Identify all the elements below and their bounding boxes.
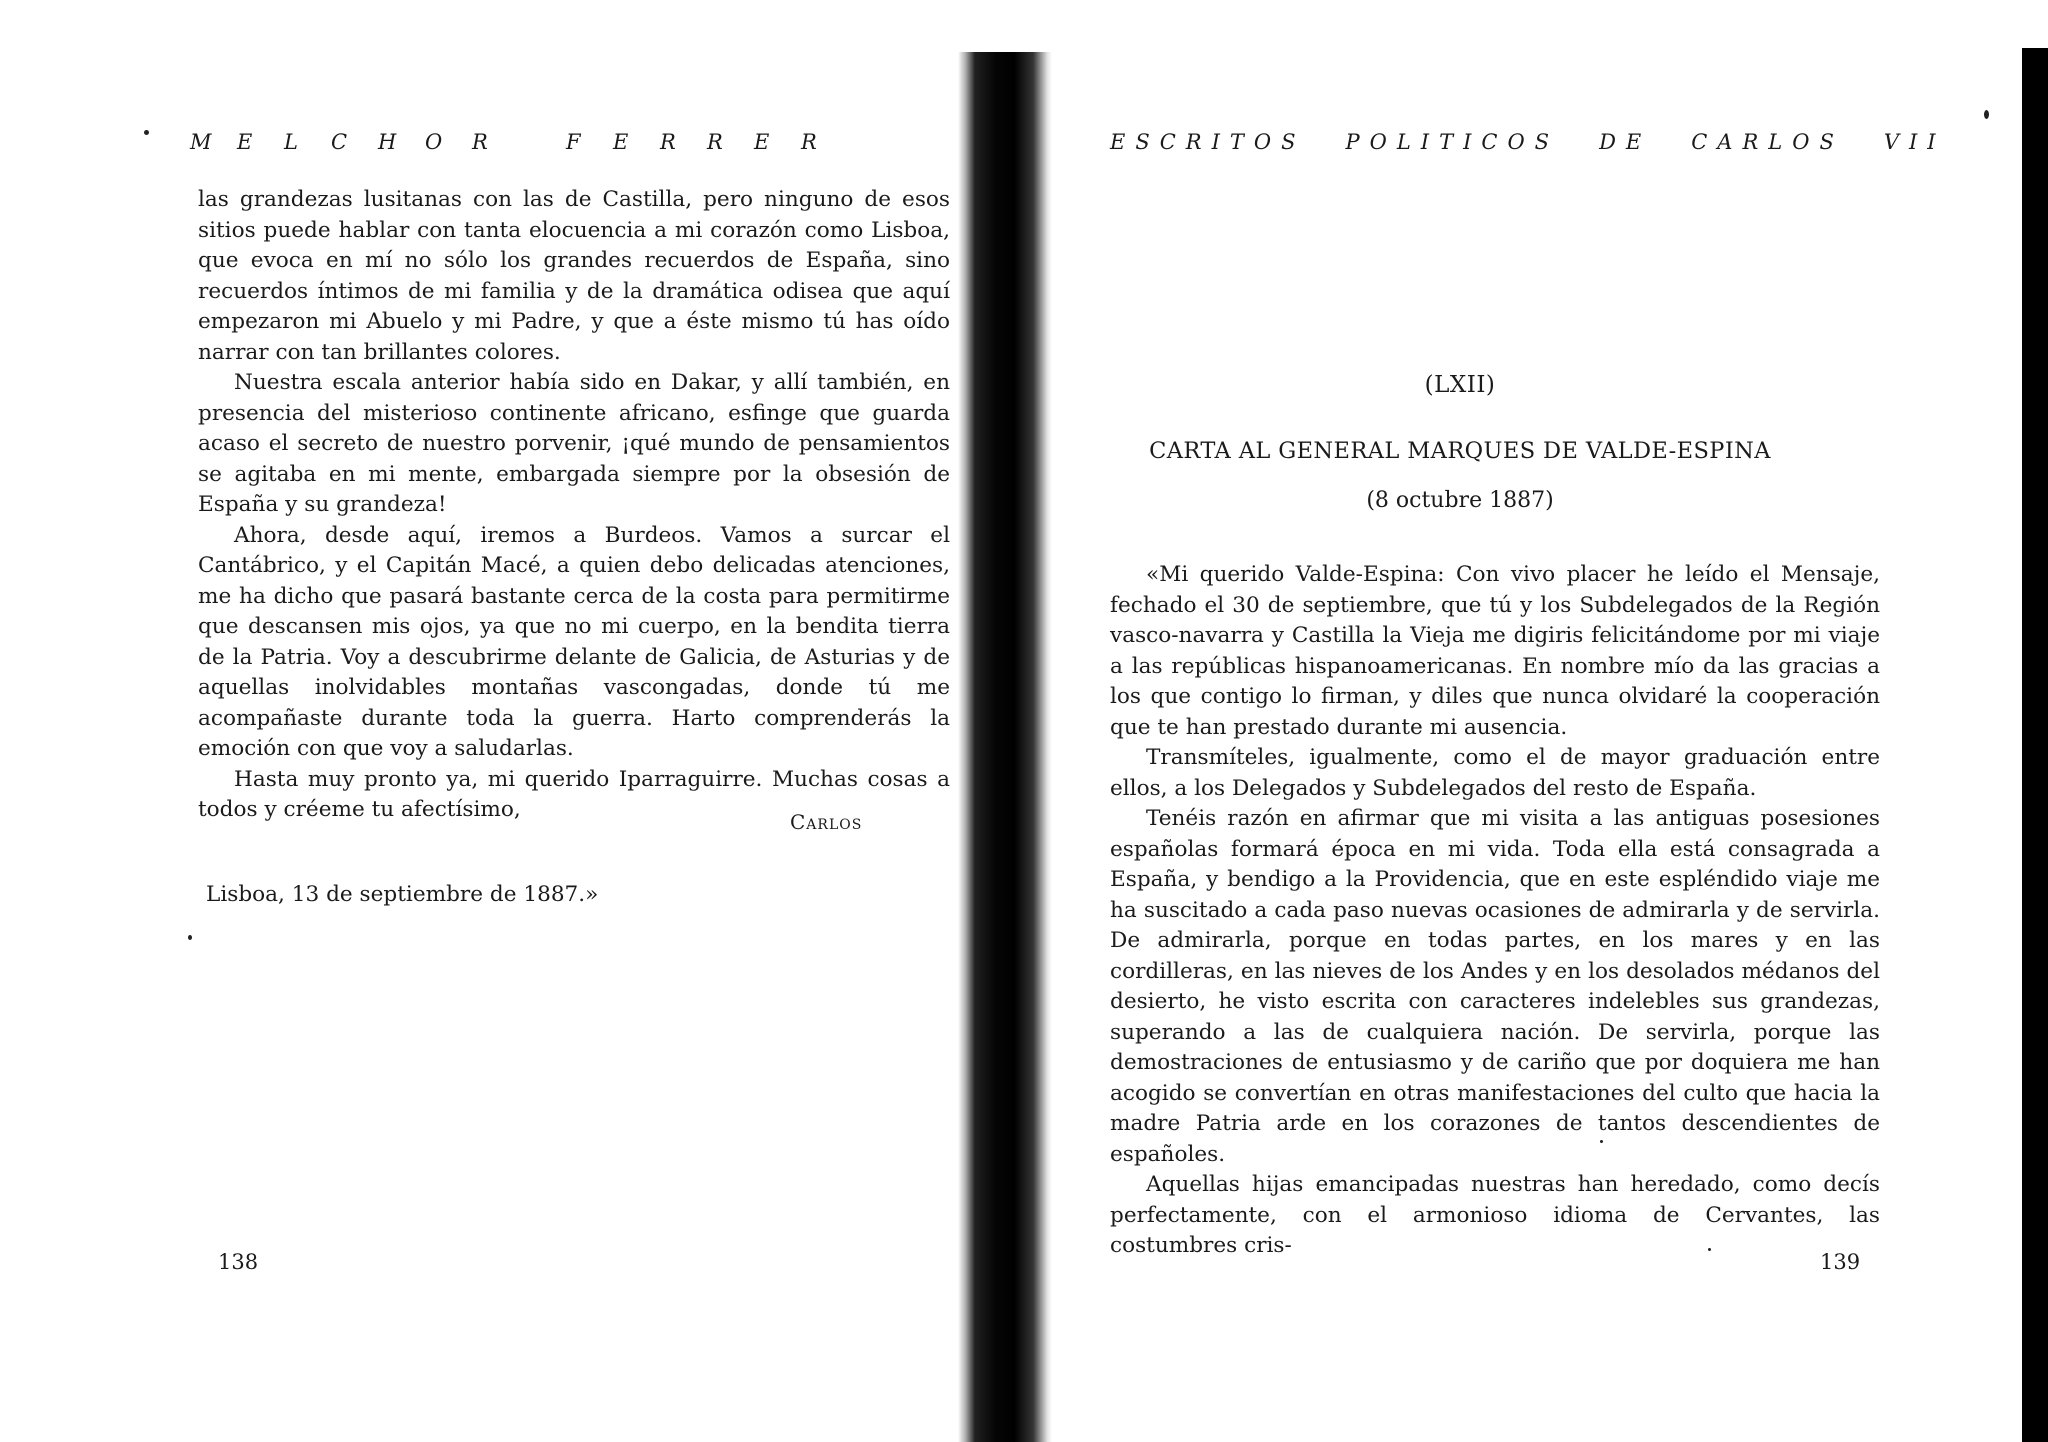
page-edge-shadow bbox=[2022, 48, 2048, 1442]
scan-speck bbox=[144, 130, 149, 135]
paragraph: «Mi querido Valde-Espina: Con vivo placer he leído el Mensaje, fechado el 30 de septiembre, que tú y los Subdelegados de la Región vasco-navarra y Castilla la Vieja me digiris felicitándome por mi viaje a las repúblicas hispanoamericanas. En nombre mío da las gracias a los que contigo lo firman, y diles que nunca olvidaré la cooperación que te han prestado durante mi ausencia. bbox=[1110, 562, 1880, 740]
running-head-word: DE bbox=[1599, 130, 1652, 154]
scan-speck bbox=[1600, 1140, 1603, 1143]
paragraph: las grandezas lusitanas con las de Castilla, pero ninguno de esos sitios puede hablar con tanta elocuencia a mi corazón como Lisboa, que evoca en mí no sólo los grandes recuerdos de España, sino recuerdos íntimos de mi familia y de la dramática odisea que aquí empezaron mi Abuelo y mi Padre, y que a éste mismo tú has oído narrar con tan brillantes colores. bbox=[198, 187, 950, 365]
running-head-letter: R bbox=[801, 130, 818, 154]
running-head-letter: F bbox=[566, 130, 581, 154]
running-head-letter: L bbox=[284, 130, 299, 154]
scan-speck bbox=[188, 935, 192, 940]
right-running-head bbox=[1110, 130, 1946, 154]
page-number: 139 bbox=[1820, 1250, 1861, 1274]
place-date: Lisboa, 13 de septiembre de 1887.» bbox=[206, 882, 599, 907]
running-head-letter: H bbox=[378, 130, 397, 154]
running-head-letter: C bbox=[331, 130, 348, 154]
paragraph: Tenéis razón en afirmar que mi visita a las antiguas posesiones españolas formará época en mi vida. Toda ella está consagrada a España, y bendigo a la Providencia, que en este espléndido viaje me ha suscitado a cada paso nuevas ocasiones de admirarla y de servirla. De admirarla, porque en todas partes, en los mares y en las cordilleras, en las nieves de los Andes y en los desolados médanos del desierto, he visto escrita con caracteres indelebles sus grandezas, superando a las de cualquiera nación. De servirla, porque las demostraciones de entusiasmo y de cariño que por doquiera me han acogido se convertían en otras manifestaciones del culto que hacia la madre Patria arde en los corazones de tantos descendientes de españoles. bbox=[1110, 806, 1880, 1167]
running-head-letter: R bbox=[707, 130, 724, 154]
letter-date: (8 octubre 1887) bbox=[1366, 488, 1554, 513]
paragraph: Transmíteles, igualmente, como el de mayor graduación entre ellos, a los Delegados y Subdelegados del resto de España. bbox=[1110, 745, 1880, 801]
signature: Carlos bbox=[790, 810, 863, 834]
left-body-text bbox=[198, 185, 950, 826]
paragraph: Ahora, desde aquí, iremos a Burdeos. Vamos a surcar el Cantábrico, y el Capitán Macé, a quien debo delicadas atenciones, me ha dicho que pasará bastante cerca de la costa para permitirme que descansen mis ojos, ya que no mi cuerpo, en la bendita tierra de la Patria. Voy a descubrirme delante de Galicia, de Asturias y de aquellas inolvidables montañas vascongadas, donde tú me acompañaste durante toda la guerra. Harto comprenderás la emoción con que voy a saludarlas. bbox=[198, 522, 950, 761]
letter-title: CARTA AL GENERAL MARQUES DE VALDE-ESPINA bbox=[1149, 438, 1771, 464]
running-head-letter: E bbox=[613, 130, 629, 154]
paragraph: Aquellas hijas emancipadas nuestras han heredado, como decís perfectamente, con el armonioso idioma de Cervantes, las costumbres cris- bbox=[1110, 1172, 1880, 1258]
running-head-letter: O bbox=[425, 130, 443, 154]
paragraph: Nuestra escala anterior había sido en Dakar, y allí también, en presencia del misterioso continente africano, esfinge que guarda acaso el secreto de nuestro porvenir, ¡qué mundo de pensamientos se agitaba en mi mente, embargada siempre por la obsesión de España y su grandeza! bbox=[198, 370, 950, 517]
scan-speck bbox=[1984, 110, 1989, 119]
left-running-head bbox=[190, 130, 950, 154]
running-head-letter: E bbox=[237, 130, 253, 154]
scan-speck bbox=[1708, 1248, 1711, 1251]
right-body-text bbox=[1110, 560, 1880, 1262]
running-head-word: CARLOS bbox=[1691, 130, 1844, 154]
paragraph: Hasta muy pronto ya, mi querido Iparraguirre. Muchas cosas a todos y créeme tu afectísimo, bbox=[198, 766, 950, 822]
running-head-letter: M bbox=[190, 130, 212, 154]
running-head-letter: R bbox=[472, 130, 489, 154]
running-head-word: VII bbox=[1883, 130, 1946, 154]
page-number: 138 bbox=[218, 1250, 259, 1274]
running-head-word: POLITICOS bbox=[1345, 130, 1560, 154]
book-gutter-shadow bbox=[958, 52, 1052, 1442]
running-head-letter: E bbox=[754, 130, 770, 154]
running-head-word: ESCRITOS bbox=[1110, 130, 1306, 154]
letter-number: (LXII) bbox=[1424, 372, 1496, 398]
running-head-letter: R bbox=[660, 130, 677, 154]
